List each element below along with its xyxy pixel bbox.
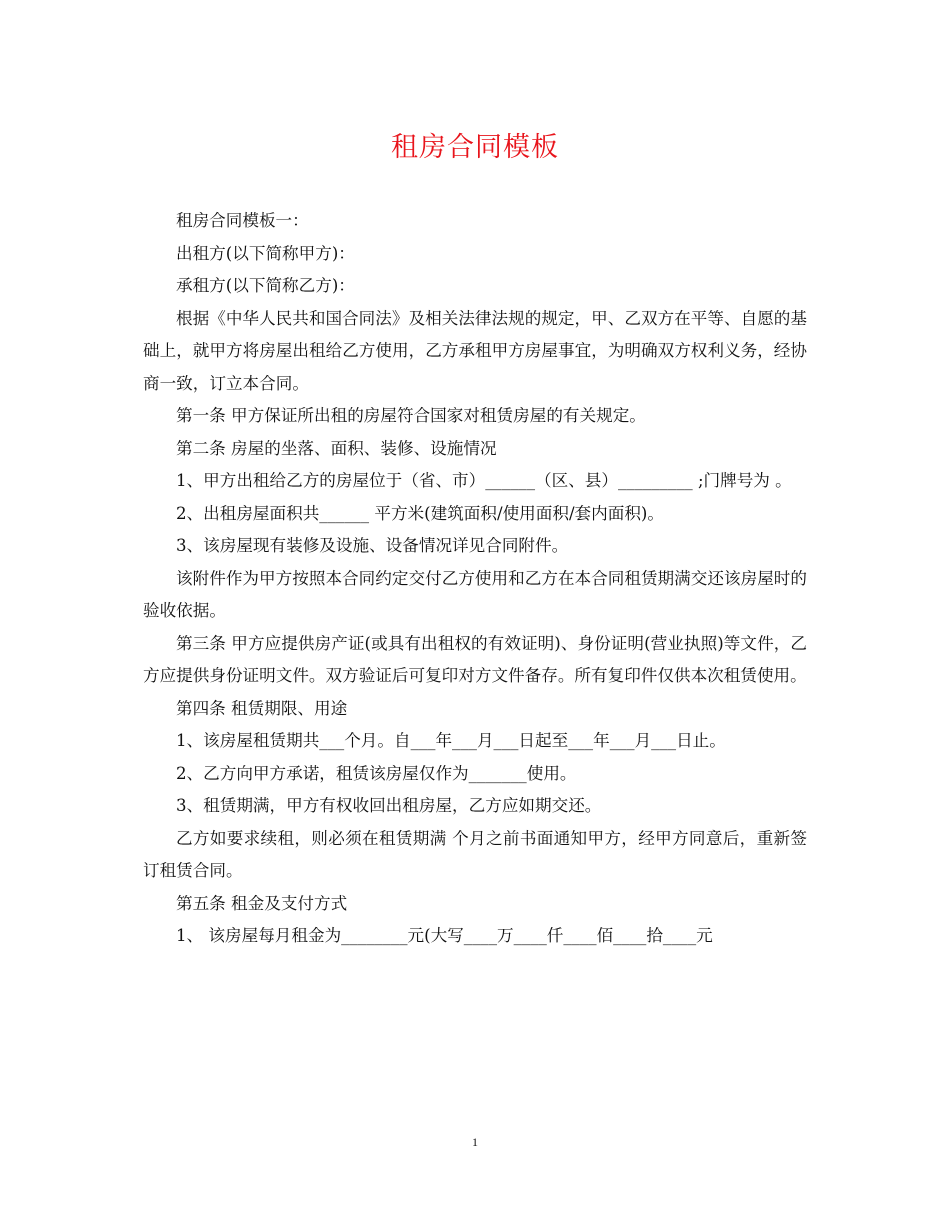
document-title: 租房合同模板 (391, 132, 559, 163)
paragraph-article-4-item-2: 2、乙方向甲方承诺，租赁该房屋仅作为_______使用。 (176, 763, 577, 783)
paragraph-article-2-item-1: 1、甲方出租给乙方的房屋位于（省、市）______（区、县）_________ ;门牌号为 。 (176, 471, 792, 490)
paragraph-lessee: 承租方(以下简称乙方)： (176, 276, 355, 295)
paragraph-article-1: 第一条 甲方保证所出租的房屋符合国家对租赁房屋的有关规定。 (176, 406, 646, 425)
document-body (143, 205, 807, 953)
paragraph-renewal: 乙方如要求续租，则必须在租赁期满 个月之前书面通知甲方，经甲方同意后，重新签订租赁合同。 (143, 828, 807, 880)
paragraph-preamble: 根据《中华人民共和国合同法》及相关法律法规的规定，甲、乙双方在平等、自愿的基础上，就甲方将房屋出租给乙方使用，乙方承租甲方房屋事宜，为明确双方权利义务，经协商一致，订立本合同。 (143, 308, 807, 393)
paragraph-article-4-heading: 第四条 租赁期限、用途 (176, 698, 348, 718)
paragraph-article-4-item-1: 1、该房屋租赁期共___个月。自___年___月___日起至___年___月___日止。 (176, 731, 726, 750)
paragraph-article-3: 第三条 甲方应提供房产证(或具有出租权的有效证明)、身份证明(营业执照)等文件，乙方应提供身份证明文件。双方验证后可复印对方文件备存。所有复印件仅供本次租赁使用。 (143, 633, 807, 685)
paragraph-template-label: 租房合同模板一： (176, 211, 309, 230)
paragraph-article-2-item-3: 3、该房屋现有装修及设施、设备情况详见合同附件。 (176, 536, 569, 555)
paragraph-article-2-item-2: 2、出租房屋面积共______ 平方米(建筑面积/使用面积/套内面积)。 (176, 503, 664, 523)
paragraph-attachment-note: 该附件作为甲方按照本合同约定交付乙方使用和乙方在本合同租赁期满交还该房屋时的验收依据。 (143, 568, 807, 620)
page-number: 1 (472, 1135, 478, 1149)
paragraph-article-4-item-3: 3、租赁期满，甲方有权收回出租房屋，乙方应如期交还。 (176, 796, 602, 815)
paragraph-article-2-heading: 第二条 房屋的坐落、面积、装修、设施情况 (176, 438, 497, 458)
paragraph-article-5-heading: 第五条 租金及支付方式 (176, 893, 348, 913)
paragraph-article-5-item-1: 1、 该房屋每月租金为________元(大写____万____仟____佰____拾____元 (176, 926, 713, 945)
paragraph-lessor: 出租方(以下简称甲方)： (176, 243, 355, 263)
